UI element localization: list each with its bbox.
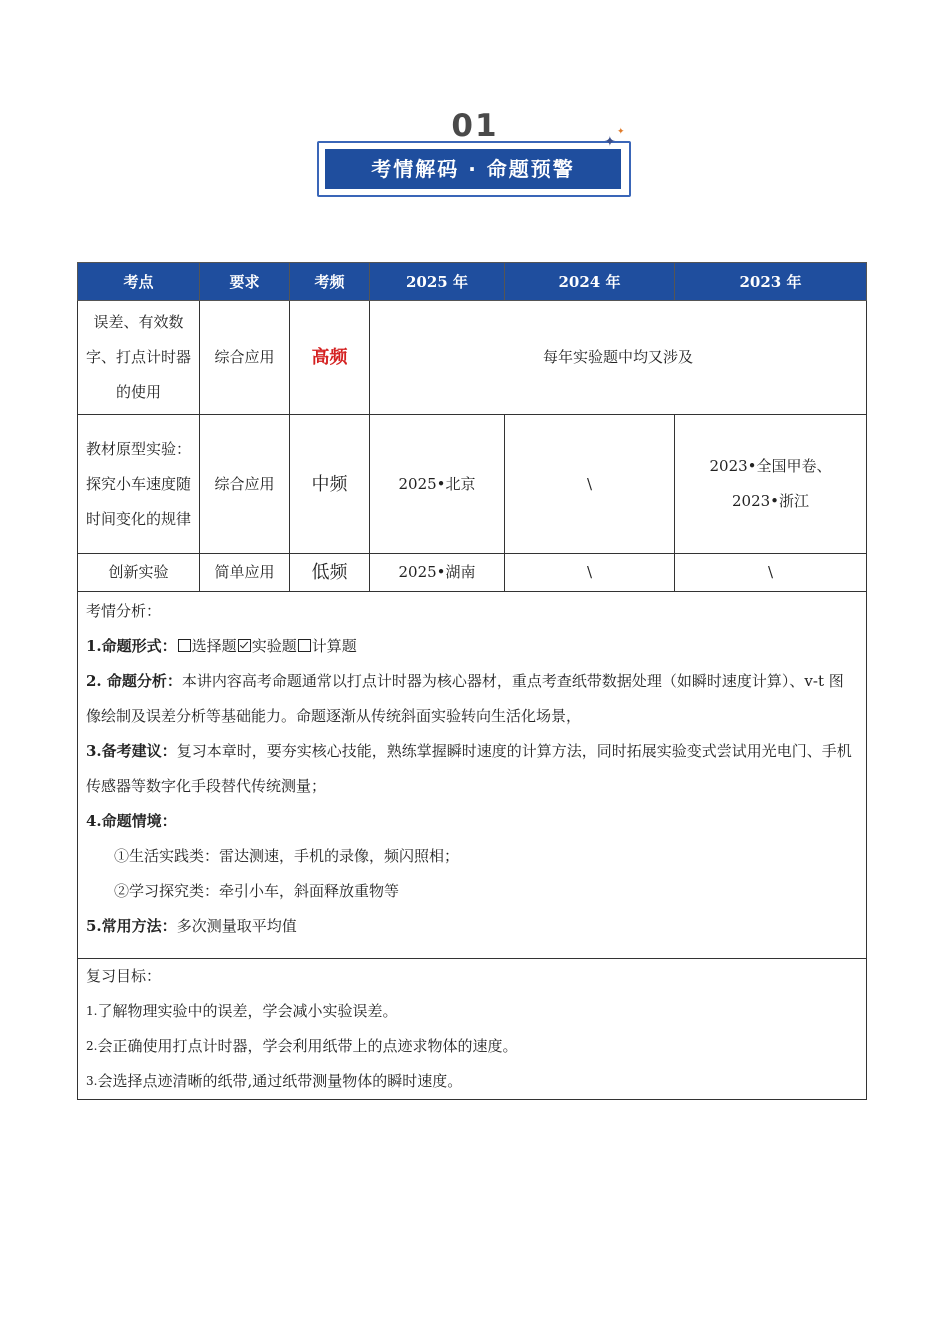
col-header-topic: 考点 [78,263,200,301]
section-title: 考情解码 · 命题预警 [325,149,621,189]
item4-num: 4. [86,812,102,830]
option-calculation: 计算题 [311,637,357,655]
section-number: 01 [451,108,499,144]
table-row [78,415,867,554]
item3-label: 备考建议： [101,742,177,760]
analysis-item-3 [86,734,858,804]
unchecked-box-icon [178,639,191,652]
item3-text: 复习本章时，要夯实核心技能，熟练掌握瞬时速度的计算方法，同时拓展实验变式尝试用光电门、手机传感器等数字化手段替代传统测量； [86,742,852,795]
goal-text: 了解物理实验中的误差，学会减小实验误差。 [97,1002,398,1020]
goal-number: 3. [86,1074,98,1088]
topic-cell: 教材原型实验：探究小车速度随时间变化的规律 [78,415,200,554]
goal-item [86,1064,858,1099]
frequency-cell-high: 高频 [290,301,370,415]
goal-text: 会正确使用打点计时器，学会利用纸带上的点迹求物体的速度。 [97,1037,518,1055]
scenario-line-2: ②学习探究类：牵引小车，斜面释放重物等 [114,882,400,900]
requirement-cell: 简单应用 [200,554,290,592]
analysis-heading: 考情分析： [86,602,162,620]
col-header-2025: 2025 年 [370,263,505,301]
requirement-cell: 综合应用 [200,301,290,415]
exam-analysis-table [77,262,867,1100]
option-choice: 选择题 [191,637,237,655]
goal-number: 2. [86,1039,98,1053]
item2-text: 本讲内容高考命题通常以打点计时器为核心器材，重点考查纸带数据处理（如瞬时速度计算）、v-t 图像绘制及误差分析等基础能力。命题逐渐从传统斜面实验转向生活化场景， [86,672,844,725]
col-header-frequency: 考频 [290,263,370,301]
unchecked-box-icon [298,639,311,652]
table-row [78,301,867,415]
section-header [0,0,950,210]
goal-text: 会选择点迹清晰的纸带,通过纸带测量物体的瞬时速度。 [97,1072,463,1090]
year-2023-cell: 2023•全国甲卷、2023•浙江 [675,415,867,554]
item3-num: 3. [86,742,102,760]
item5-label: 常用方法： [101,917,177,935]
topic-cell: 误差、有效数字、打点计时器的使用 [78,301,200,415]
year-2025-cell: 2025•北京 [370,415,505,554]
frequency-cell: 中频 [290,415,370,554]
item4-label: 命题情境： [101,812,177,830]
goals-heading: 复习目标： [86,967,162,985]
goals-row [78,959,867,1100]
goals-cell [78,959,867,1100]
analysis-cell [78,592,867,959]
col-header-2023: 2023 年 [675,263,867,301]
item2-label: 2. 命题分析： [86,672,182,690]
year-2024-cell: \ [505,554,675,592]
goal-item [86,1029,858,1064]
col-header-requirement: 要求 [200,263,290,301]
analysis-item-4 [86,804,858,839]
analysis-item-2 [86,664,858,734]
analysis-row [78,592,867,959]
year-2023-cell: \ [675,554,867,592]
analysis-item-1 [86,629,858,664]
goal-item [86,994,858,1029]
checked-box-icon [238,639,251,652]
goal-number: 1. [86,1004,98,1018]
option-experiment: 实验题 [251,637,297,655]
topic-cell: 创新实验 [78,554,200,592]
scenario-line-1: ①生活实践类：雷达测速，手机的录像，频闪照相； [114,847,460,865]
small-sparkle-icon: ✦ [617,127,625,137]
frequency-cell: 低频 [290,554,370,592]
item5-num: 5. [86,917,102,935]
year-2025-cell: 2025•湖南 [370,554,505,592]
item1-label: 1.命题形式： [86,637,177,655]
table-header-row [78,263,867,301]
table-row [78,554,867,592]
analysis-item-5 [86,909,858,944]
col-header-2024: 2024 年 [505,263,675,301]
merged-years-cell: 每年实验题中均又涉及 [370,301,867,415]
item5-text: 多次测量取平均值 [176,917,297,935]
sparkle-icon: ✦ [604,134,616,150]
year-2024-cell: \ [505,415,675,554]
requirement-cell: 综合应用 [200,415,290,554]
